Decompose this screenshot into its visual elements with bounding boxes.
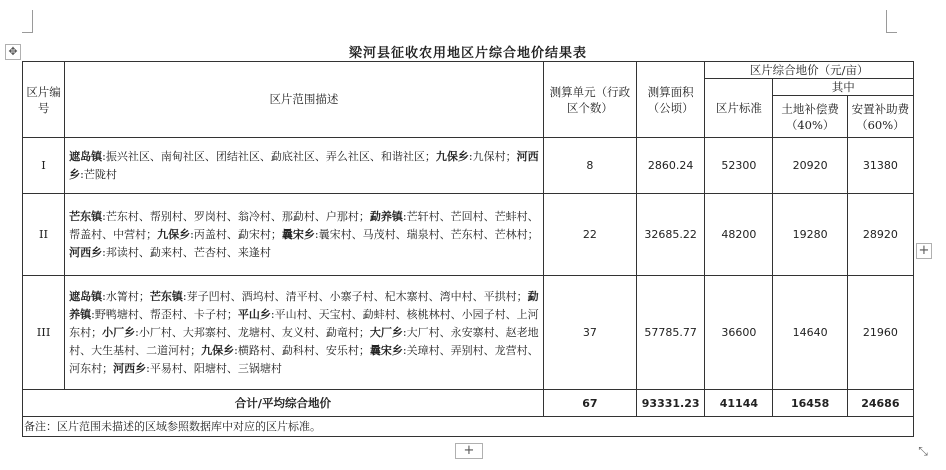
village-list: :关璋村、弄别村、龙营村、河东村；	[69, 343, 539, 375]
total-standard-price: 41144	[705, 390, 773, 417]
township-name: 勐养镇	[69, 289, 539, 321]
township-name: 曩宋乡	[281, 227, 315, 241]
total-resettlement-subsidy: 24686	[847, 390, 913, 417]
table-row	[23, 194, 914, 276]
village-list: :大厂村、永安寨村、赵老地村、大生基村、二道河村；	[69, 325, 539, 357]
village-list: :九保村；	[468, 149, 517, 163]
total-area: 93331.23	[637, 390, 705, 417]
village-list: :芽子凹村、酒坞村、清平村、小寨子村、杞木寨村、湾中村、平拱村；	[182, 289, 528, 303]
village-list: :平山村、天宝村、勐蚌村、核桃林村、小园子村、上河东村；	[69, 307, 539, 339]
table-resize-icon[interactable]: ⤡	[918, 444, 928, 458]
land-compensation-value: 14640	[773, 276, 847, 390]
table-note: 备注：区片范围未描述的区域参照数据库中对应的区片标准。	[23, 417, 914, 437]
zone-description	[65, 276, 544, 390]
zone-id: II	[23, 194, 65, 276]
table-row	[23, 276, 914, 390]
township-name: 芒东镇	[149, 289, 183, 303]
calc-units: 22	[543, 194, 636, 276]
calc-units: 8	[543, 138, 636, 194]
calc-units: 37	[543, 276, 636, 390]
zone-standard-price: 48200	[705, 194, 773, 276]
township-name: 九保乡	[435, 149, 469, 163]
total-land-compensation: 16458	[773, 390, 847, 417]
village-list: :丙盖村、勐宋村；	[190, 227, 282, 241]
header-standard: 区片标准	[705, 79, 773, 138]
village-list: :曩宋村、马茂村、瑞泉村、芒东村、芒林村；	[314, 227, 539, 241]
township-name: 河西乡	[69, 245, 103, 259]
township-name: 遮岛镇	[69, 289, 103, 303]
total-units: 67	[543, 390, 636, 417]
header-resettlement-subsidy: 安置补助费（60%）	[847, 96, 913, 138]
header-composite-price: 区片综合地价（元/亩）	[705, 62, 914, 79]
resettlement-subsidy-value: 21960	[847, 276, 913, 390]
land-price-table	[22, 61, 914, 437]
township-name: 河西乡	[113, 361, 147, 375]
resettlement-subsidy-value: 28920	[847, 194, 913, 276]
header-description: 区片范围描述	[65, 62, 544, 138]
township-name: 曩宋乡	[369, 343, 403, 357]
resettlement-subsidy-value: 31380	[847, 138, 913, 194]
table-move-handle-icon[interactable]: ✥	[5, 44, 21, 60]
add-row-button[interactable]: +	[455, 443, 483, 459]
table-title: 梁河县征收农用地区片综合地价结果表	[348, 46, 587, 61]
calc-area: 2860.24	[637, 138, 705, 194]
add-column-button[interactable]: +	[916, 243, 932, 259]
header-area: 测算面积（公顷）	[637, 62, 705, 138]
zone-id: III	[23, 276, 65, 390]
township-name: 九保乡	[157, 227, 191, 241]
township-name: 芒东镇	[69, 209, 103, 223]
calc-area: 57785.77	[637, 276, 705, 390]
township-name: 遮岛镇	[69, 149, 103, 163]
zone-description	[65, 194, 544, 276]
total-row	[23, 390, 914, 417]
village-list: :芒陇村	[80, 167, 117, 181]
village-list: :平易村、阳塘村、三锅塘村	[146, 361, 282, 375]
calc-area: 32685.22	[637, 194, 705, 276]
zone-standard-price: 36600	[705, 276, 773, 390]
village-list: :小厂村、大邦寨村、龙塘村、友义村、勐竜村；	[135, 325, 370, 339]
village-list: :芒轩村、芒回村、芒蚌村、帮盖村、中营村；	[69, 209, 539, 241]
header-zone-id: 区片编号	[23, 62, 65, 138]
zone-standard-price: 52300	[705, 138, 773, 194]
zone-id: I	[23, 138, 65, 194]
township-name: 勐养镇	[369, 209, 403, 223]
village-list: :野鸭塘村、帮歪村、卡子村；	[91, 307, 238, 321]
village-list: :横路村、勐科村、安乐村；	[234, 343, 370, 357]
township-name: 平山乡	[237, 307, 271, 321]
header-units: 测算单元（行政区个数）	[543, 62, 636, 138]
land-compensation-value: 20920	[773, 138, 847, 194]
table-row	[23, 138, 914, 194]
crop-mark-top-left	[22, 10, 33, 33]
land-compensation-value: 19280	[773, 194, 847, 276]
village-list: :芒东村、帮别村、罗岗村、翁冷村、那勐村、户那村；	[102, 209, 370, 223]
village-list: :振兴社区、南甸社区、团结社区、勐底社区、弄么社区、和谐社区；	[102, 149, 436, 163]
village-list: :邦读村、勐来村、芒杏村、来逢村	[102, 245, 271, 259]
village-list: :水箐村；	[102, 289, 150, 303]
total-label: 合计/平均综合地价	[23, 390, 544, 417]
header-land-compensation: 土地补偿费（40%）	[773, 96, 847, 138]
crop-mark-top-right	[886, 10, 897, 33]
township-name: 九保乡	[201, 343, 235, 357]
township-name: 大厂乡	[369, 325, 403, 339]
header-among: 其中	[773, 79, 914, 96]
township-name: 河西乡	[69, 149, 539, 181]
zone-description	[65, 138, 544, 194]
township-name: 小厂乡	[102, 325, 136, 339]
